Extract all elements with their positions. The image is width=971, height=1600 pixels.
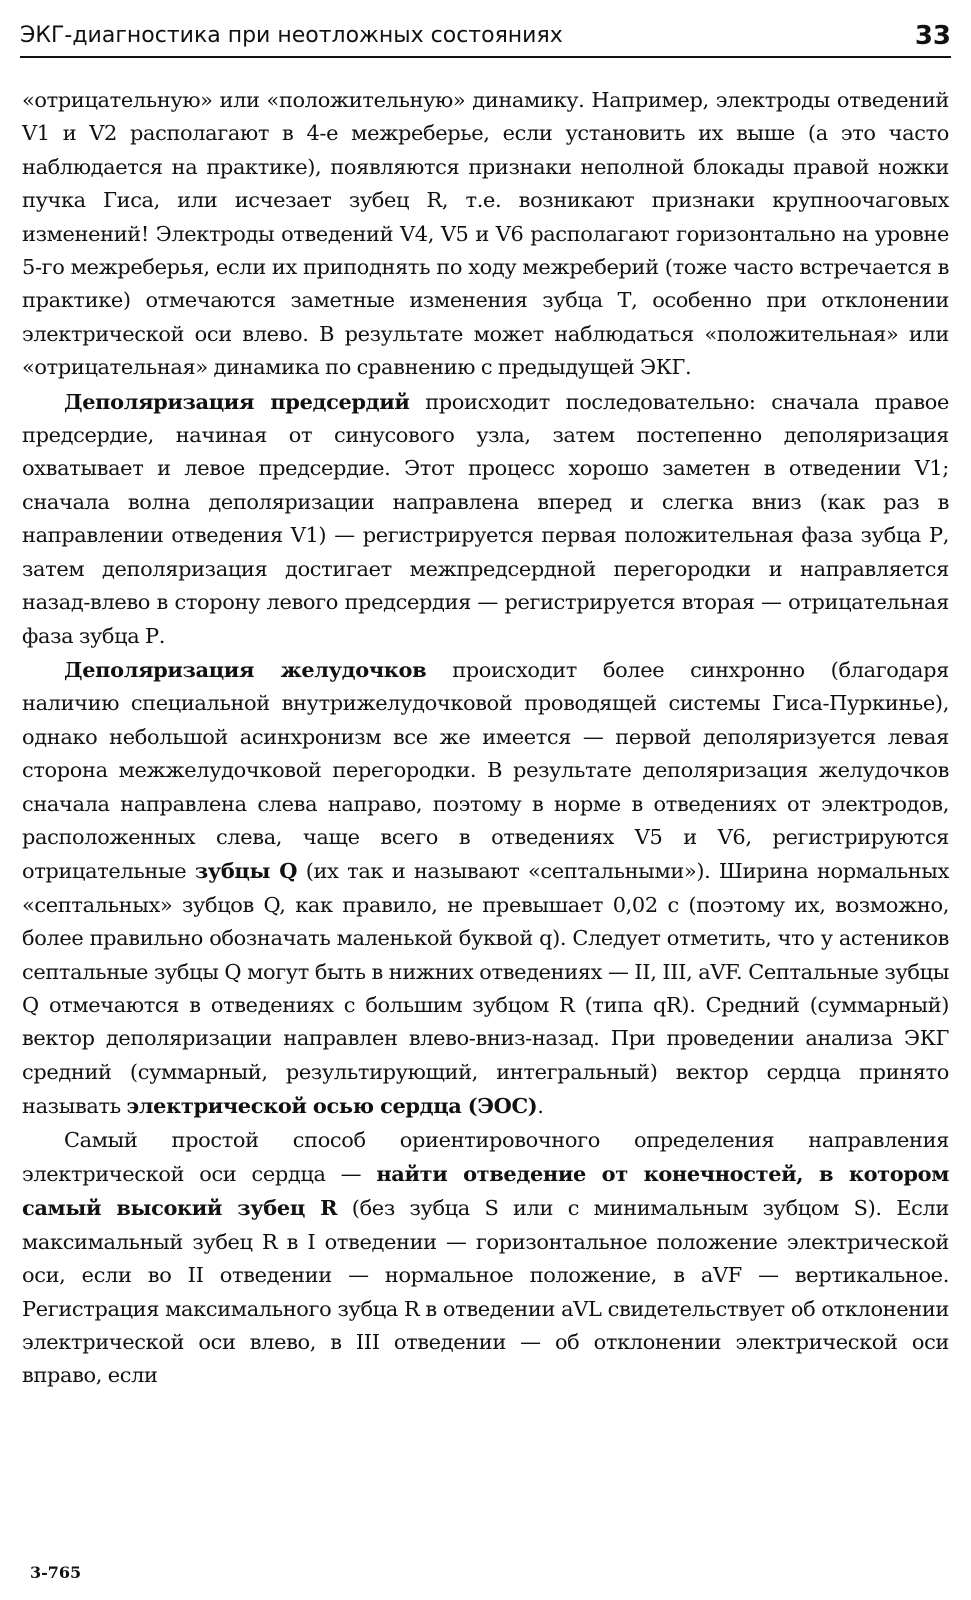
paragraph-continuation (22, 84, 949, 385)
paragraph-atrial-depolarization (22, 385, 949, 653)
running-header-title: ЭКГ-диагностика при неотложных состояниях (20, 23, 563, 48)
paragraph-text: (их так и называют «септальными»). Ширина нормальных «септальных» зубцов Q, как правило, не превышает 0,02 с (поэтому их, возможно, более правильно обозначать маленькой буквой q). Следует отметить, что у астеников септальные зубцы Q могут быть в нижних отведениях — II, III, aVF. Септальные зубцы Q отмечаются в отведениях с большим зубцом R (типа qR). Средний (суммарный) вектор деполяризации направлен влево-вниз-назад. При проведении анализа ЭКГ средний (суммарный, результирующий, интегральный) вектор сердца принято называть (22, 859, 949, 1119)
running-header (20, 16, 951, 58)
paragraph-text: «отрицательную» или «положительную» динамику. Например, электроды отведений V1 и V2 располагают в 4-е межреберье, если установить их выше (а это часто наблюдается на практике), появляются признаки неполной блокады правой ножки пучка Гиса, или исчезает зубец R, т.е. возникают признаки крупноочаговых изменений! Электроды отведений V4, V5 и V6 располагают горизонтально на уровне 5-го межреберья, если их приподнять по ходу межреберий (тоже часто встречается в практике) отмечаются заметные изменения зубца Т, особенно при отклонении электрической оси влево. В результате может наблюдаться «положительная» или «отрицательная» динамика по сравнению с предыдущей ЭКГ. (22, 88, 949, 380)
paragraph-ventricular-depolarization (22, 653, 949, 1124)
paragraph-text: происходит последовательно: сначала правое предсердие, начиная от синусового узла, затем постепенно деполяризация охватывает и левое предсердие. Этот процесс хорошо заметен в отведении V1; сначала волна деполяризации направлена вперед и слегка вниз (как раз в направлении отведения V1) — регистрируется первая положительная фаза зубца Р, затем деполяризация достигает межпредсердной перегородки и направляется назад-влево в сторону левого предсердия — регистрируется вторая — отрицательная фаза зубца Р. (22, 389, 949, 648)
term-atrial-depolarization: Деполяризация предсердий (64, 388, 410, 414)
term-tallest-r-wave-lead: найти отведение от конечностей, в котором самый высокий зубец R (22, 1161, 949, 1221)
paragraph-text: (без зубца S или с минимальным зубцом S). Если максимальный зубец R в I отведении — горизонтальное положение электрической оси, если во II отведении — нормальное положение, в aVF — вертикальное. Регистрация максимального зубца R в отведении aVL свидетельствует об отклонении электрической оси влево, в III отведении — об отклонении электрической оси вправо, если (22, 1196, 950, 1388)
paragraph-axis-method (22, 1124, 949, 1393)
term-q-waves: зубцы Q (194, 858, 298, 884)
page-number: 33 (914, 21, 951, 51)
printer-signature: 3-765 (30, 1563, 82, 1582)
term-ventricular-depolarization: Деполяризация желудочков (64, 656, 427, 682)
term-electrical-axis: электрической осью сердца (ЭОС) (126, 1093, 538, 1119)
body-text (22, 84, 949, 1393)
paragraph-text: происходит более синхронно (благодаря наличию специальной внутрижелудочковой проводящей системы Гиса-Пуркинье), однако небольшой асинхронизм все же имеется — первой деполяризуется левая сторона межжелудочковой перегородки. В результате деполяризация желудочков сначала направлена слева направо, поэтому в норме в отведениях от электродов, расположенных слева, чаще всего в отведениях V5 и V6, регистрируются отрицательные (22, 657, 950, 884)
paragraph-text: . (537, 1094, 544, 1119)
paragraph-text: Самый простой способ ориентировочного определения направления электрической оси сердца — (22, 1127, 949, 1186)
